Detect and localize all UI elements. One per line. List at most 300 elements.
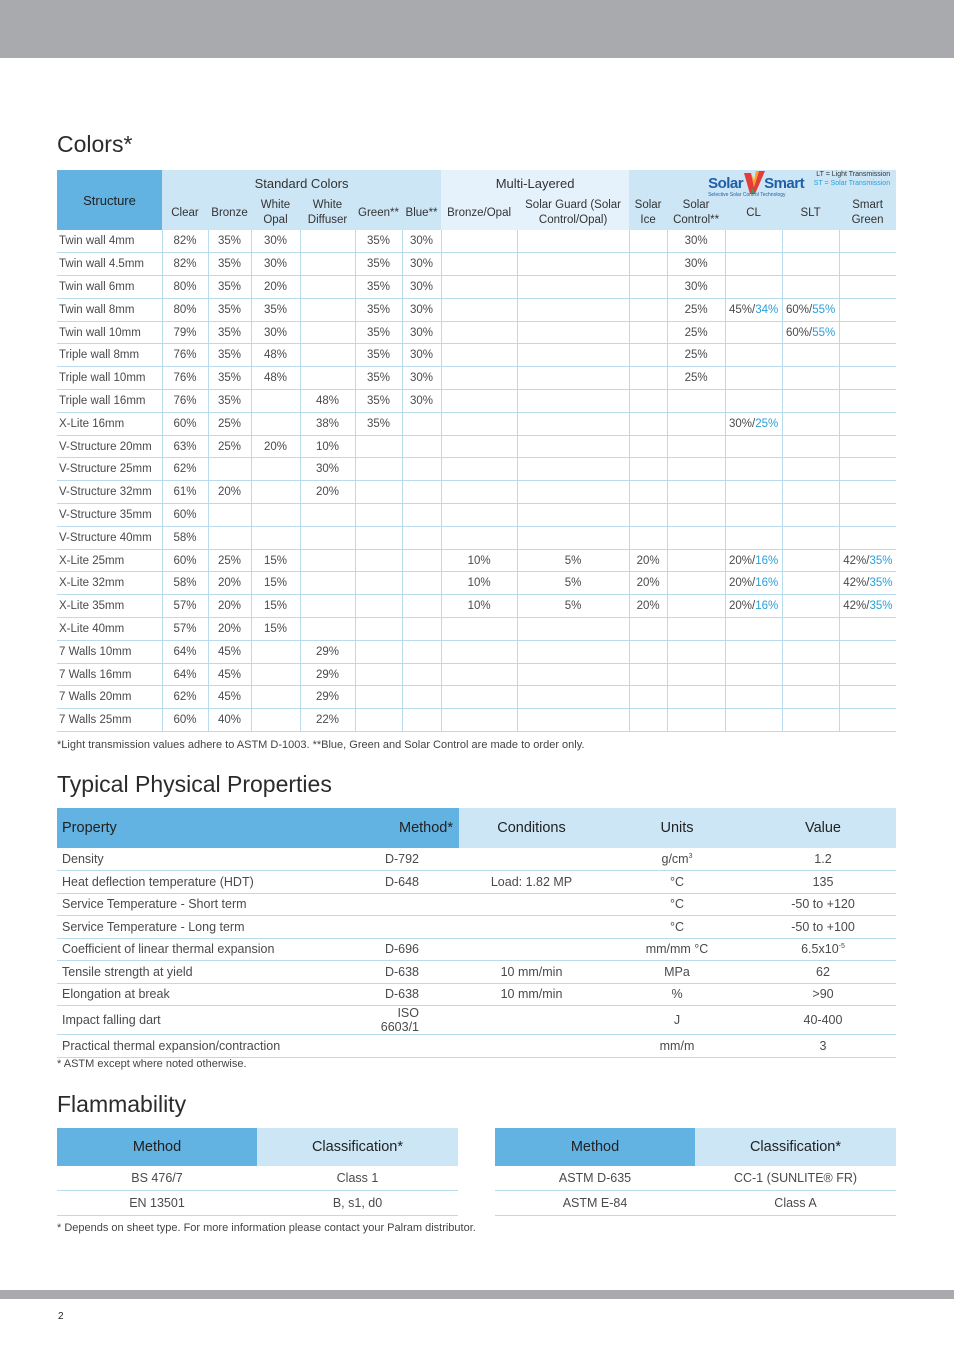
flam-method: ASTM E-84 xyxy=(495,1191,695,1216)
lt-value: 20%/ xyxy=(728,577,756,590)
transmission-cell xyxy=(782,367,839,390)
transmission-cell xyxy=(300,504,355,527)
transmission-cell: 22% xyxy=(300,709,355,732)
structure-name: Twin wall 10mm xyxy=(57,321,162,344)
property-conditions xyxy=(459,1035,604,1058)
transmission-cell xyxy=(517,230,629,253)
structure-name: Twin wall 4mm xyxy=(57,230,162,253)
transmission-cell xyxy=(300,367,355,390)
transmission-cell xyxy=(441,344,517,367)
transmission-cell xyxy=(355,526,402,549)
table-row xyxy=(57,893,896,916)
transmission-cell xyxy=(402,412,441,435)
header-value: Value xyxy=(750,808,896,848)
transmission-cell: 30% xyxy=(251,230,300,253)
property-units: °C xyxy=(604,893,750,916)
transmission-cell xyxy=(402,640,441,663)
transmission-cell xyxy=(251,481,300,504)
transmission-cell xyxy=(517,526,629,549)
transmission-cell xyxy=(300,344,355,367)
transmission-cell xyxy=(782,458,839,481)
transmission-cell xyxy=(402,526,441,549)
transmission-cell: 15% xyxy=(251,549,300,572)
transmission-cell xyxy=(441,640,517,663)
property-name: Impact falling dart xyxy=(57,1006,357,1035)
transmission-cell xyxy=(441,481,517,504)
column-header: Smart Green xyxy=(839,196,896,230)
transmission-cell xyxy=(782,572,839,595)
transmission-cell xyxy=(208,504,251,527)
transmission-cell xyxy=(629,686,667,709)
property-units: mm/mm °C xyxy=(604,938,750,961)
property-value: -50 to +100 xyxy=(750,916,896,939)
transmission-cell xyxy=(782,321,839,344)
transmission-cell xyxy=(667,481,725,504)
transmission-cell: 60% xyxy=(162,549,208,572)
transmission-cell: 38% xyxy=(300,412,355,435)
structure-name: V-Structure 40mm xyxy=(57,526,162,549)
column-header: Solar Guard (Solar Control/Opal) xyxy=(517,196,629,230)
table-row xyxy=(495,1166,896,1191)
flam-classification: Class A xyxy=(695,1191,896,1216)
transmission-cell xyxy=(629,367,667,390)
structure-name: X-Lite 25mm xyxy=(57,549,162,572)
property-name: Coefficient of linear thermal expansion xyxy=(57,938,357,961)
transmission-cell: 30% xyxy=(251,321,300,344)
transmission-cell xyxy=(517,504,629,527)
transmission-cell xyxy=(517,253,629,276)
transmission-cell xyxy=(251,412,300,435)
transmission-cell: 30% xyxy=(402,367,441,390)
header-units: Units xyxy=(604,808,750,848)
structure-name: Triple wall 16mm xyxy=(57,390,162,413)
transmission-cell: 10% xyxy=(441,572,517,595)
transmission-cell xyxy=(251,458,300,481)
table-row xyxy=(57,390,896,413)
transmission-cell xyxy=(629,640,667,663)
flam-right-header-classification: Classification* xyxy=(695,1128,896,1166)
transmission-cell xyxy=(441,230,517,253)
transmission-cell xyxy=(725,526,782,549)
transmission-cell: 5% xyxy=(517,549,629,572)
transmission-cell: 48% xyxy=(300,390,355,413)
transmission-cell xyxy=(441,435,517,458)
property-units: $g/cm^3$ xyxy=(604,848,750,871)
transmission-cell: 25% xyxy=(667,367,725,390)
transmission-cell xyxy=(667,504,725,527)
flam-classification: Class 1 xyxy=(257,1166,458,1191)
structure-name: Twin wall 8mm xyxy=(57,298,162,321)
transmission-cell xyxy=(782,344,839,367)
transmission-cell xyxy=(629,344,667,367)
table-row xyxy=(57,1035,896,1058)
transmission-cell xyxy=(441,504,517,527)
transmission-cell xyxy=(629,458,667,481)
structure-name: 7 Walls 10mm xyxy=(57,640,162,663)
flammability-table-left xyxy=(57,1128,458,1216)
transmission-cell xyxy=(402,481,441,504)
transmission-cell xyxy=(839,572,896,595)
structure-name: Triple wall 10mm xyxy=(57,367,162,390)
table-row xyxy=(57,871,896,894)
structure-name: X-Lite 16mm xyxy=(57,412,162,435)
st-value: 16% xyxy=(755,577,779,590)
transmission-cell xyxy=(667,686,725,709)
transmission-cell: 80% xyxy=(162,298,208,321)
transmission-cell xyxy=(441,253,517,276)
table-row xyxy=(57,938,896,961)
transmission-cell: 25% xyxy=(667,344,725,367)
structure-name: V-Structure 35mm xyxy=(57,504,162,527)
transmission-cell xyxy=(839,640,896,663)
transmission-cell: 30% xyxy=(251,253,300,276)
transmission-cell xyxy=(725,663,782,686)
transmission-cell: 5% xyxy=(517,595,629,618)
transmission-cell xyxy=(782,549,839,572)
property-name: Service Temperature - Long term xyxy=(57,916,357,939)
st-value: 25% xyxy=(755,417,779,430)
table-row xyxy=(57,253,896,276)
transmission-cell xyxy=(441,526,517,549)
property-units: % xyxy=(604,983,750,1006)
transmission-cell xyxy=(402,572,441,595)
transmission-cell: 35% xyxy=(208,298,251,321)
transmission-cell xyxy=(402,458,441,481)
transmission-cell: 79% xyxy=(162,321,208,344)
transmission-cell xyxy=(782,276,839,299)
transmission-cell xyxy=(355,663,402,686)
transmission-cell: 57% xyxy=(162,618,208,641)
transmission-cell: 20% xyxy=(629,549,667,572)
transmission-cell: 35% xyxy=(355,412,402,435)
transmission-cell xyxy=(839,618,896,641)
transmission-cell xyxy=(629,412,667,435)
transmission-cell xyxy=(839,504,896,527)
transmission-cell: 30% xyxy=(300,458,355,481)
st-value: 35% xyxy=(869,577,893,590)
transmission-cell: 35% xyxy=(208,276,251,299)
flam-classification: CC-1 (SUNLITE® FR) xyxy=(695,1166,896,1191)
transmission-cell xyxy=(629,618,667,641)
flam-left-header-method: Method xyxy=(57,1128,257,1166)
property-method xyxy=(357,1035,459,1058)
property-conditions: Load: 1.82 MP xyxy=(459,871,604,894)
transmission-cell xyxy=(725,686,782,709)
transmission-cell xyxy=(839,481,896,504)
transmission-cell: 30% xyxy=(402,390,441,413)
colors-title: Colors* xyxy=(57,131,133,157)
transmission-cell xyxy=(402,549,441,572)
st-value: 35% xyxy=(869,600,893,613)
structure-name: 7 Walls 16mm xyxy=(57,663,162,686)
transmission-cell xyxy=(355,618,402,641)
transmission-cell xyxy=(839,298,896,321)
column-header: Solar Control** xyxy=(667,196,725,230)
transmission-cell xyxy=(251,504,300,527)
transmission-cell: 25% xyxy=(208,435,251,458)
transmission-cell: 15% xyxy=(251,618,300,641)
transmission-cell xyxy=(402,435,441,458)
transmission-cell xyxy=(725,253,782,276)
flam-right-header-method: Method xyxy=(495,1128,695,1166)
column-header: CL xyxy=(725,196,782,230)
transmission-cell xyxy=(839,390,896,413)
st-value: 35% xyxy=(869,554,893,567)
transmission-cell xyxy=(725,230,782,253)
transmission-cell xyxy=(629,435,667,458)
flam-method: BS 476/7 xyxy=(57,1166,257,1191)
transmission-cell xyxy=(402,686,441,709)
table-row xyxy=(57,230,896,253)
table-row xyxy=(495,1191,896,1216)
property-conditions xyxy=(459,848,604,871)
transmission-cell xyxy=(839,230,896,253)
transmission-cell: 60% xyxy=(162,412,208,435)
transmission-cell: 35% xyxy=(355,276,402,299)
property-method: D-792 xyxy=(357,848,459,871)
table-row xyxy=(57,848,896,871)
transmission-cell xyxy=(839,663,896,686)
transmission-cell: 48% xyxy=(251,367,300,390)
transmission-cell xyxy=(300,595,355,618)
structure-name: Twin wall 4.5mm xyxy=(57,253,162,276)
table-row xyxy=(57,961,896,984)
transmission-cell: 40% xyxy=(208,709,251,732)
property-name: Heat deflection temperature (HDT) xyxy=(57,871,357,894)
transmission-cell xyxy=(782,640,839,663)
transmission-cell xyxy=(667,572,725,595)
table-row xyxy=(57,412,896,435)
transmission-cell: 62% xyxy=(162,686,208,709)
structure-name: X-Lite 40mm xyxy=(57,618,162,641)
transmission-cell xyxy=(839,686,896,709)
column-header: Solar Ice xyxy=(629,196,667,230)
transmission-cell: 82% xyxy=(162,253,208,276)
column-header: White Diffuser xyxy=(300,196,355,230)
property-name: Elongation at break xyxy=(57,983,357,1006)
transmission-cell xyxy=(782,390,839,413)
transmission-cell xyxy=(667,549,725,572)
colors-table xyxy=(57,170,896,732)
transmission-cell xyxy=(839,709,896,732)
column-header: Green** xyxy=(355,196,402,230)
transmission-cell xyxy=(251,390,300,413)
property-value: -50 to +120 xyxy=(750,893,896,916)
transmission-cell: 30% xyxy=(402,321,441,344)
legend-st: ST = Solar Transmission xyxy=(813,180,891,187)
transmission-cell xyxy=(725,481,782,504)
transmission-cell xyxy=(355,686,402,709)
property-name: Tensile strength at yield xyxy=(57,961,357,984)
transmission-cell: 20% xyxy=(208,481,251,504)
transmission-cell: 35% xyxy=(208,344,251,367)
transmission-cell xyxy=(441,686,517,709)
table-row xyxy=(57,618,896,641)
table-row xyxy=(57,686,896,709)
transmission-cell xyxy=(782,686,839,709)
transmission-cell xyxy=(441,276,517,299)
header-structure: Structure xyxy=(57,170,162,230)
transmission-cell xyxy=(667,390,725,413)
table-row xyxy=(57,298,896,321)
transmission-cell xyxy=(839,321,896,344)
transmission-cell: 30% xyxy=(402,230,441,253)
lt-value: 60%/ xyxy=(785,326,813,339)
transmission-cell xyxy=(441,390,517,413)
transmission-cell: 35% xyxy=(355,253,402,276)
transmission-cell: 76% xyxy=(162,344,208,367)
transmission-cell xyxy=(667,709,725,732)
structure-name: 7 Walls 25mm xyxy=(57,709,162,732)
transmission-cell xyxy=(839,595,896,618)
header-conditions: Conditions xyxy=(459,808,604,848)
structure-name: V-Structure 32mm xyxy=(57,481,162,504)
property-value: 40-400 xyxy=(750,1006,896,1035)
transmission-cell xyxy=(300,276,355,299)
column-header: Blue** xyxy=(402,196,441,230)
transmission-cell: 45% xyxy=(208,663,251,686)
transmission-cell: 58% xyxy=(162,572,208,595)
transmission-cell xyxy=(251,663,300,686)
transmission-cell: 20% xyxy=(251,435,300,458)
transmission-cell: 76% xyxy=(162,367,208,390)
table-row xyxy=(57,1166,458,1191)
transmission-cell xyxy=(441,458,517,481)
transmission-cell xyxy=(517,321,629,344)
transmission-cell: 15% xyxy=(251,595,300,618)
transmission-cell xyxy=(725,412,782,435)
table-row xyxy=(57,916,896,939)
lt-value: 42%/ xyxy=(843,554,870,567)
transmission-cell xyxy=(300,618,355,641)
transmission-cell xyxy=(782,435,839,458)
st-value: 16% xyxy=(755,600,779,613)
transmission-cell: 30% xyxy=(667,276,725,299)
transmission-cell: 20% xyxy=(251,276,300,299)
property-units: J xyxy=(604,1006,750,1035)
property-units: MPa xyxy=(604,961,750,984)
transmission-cell xyxy=(402,618,441,641)
transmission-cell xyxy=(441,298,517,321)
transmission-cell: 82% xyxy=(162,230,208,253)
transmission-cell: 10% xyxy=(300,435,355,458)
transmission-cell: 30% xyxy=(667,230,725,253)
property-name: Practical thermal expansion/contraction xyxy=(57,1035,357,1058)
transmission-cell xyxy=(251,640,300,663)
transmission-cell xyxy=(441,663,517,686)
transmission-cell xyxy=(517,663,629,686)
transmission-cell xyxy=(667,663,725,686)
flam-method: EN 13501 xyxy=(57,1191,257,1216)
transmission-cell xyxy=(355,549,402,572)
transmission-cell xyxy=(517,481,629,504)
transmission-cell: 15% xyxy=(251,572,300,595)
transmission-cell: 25% xyxy=(667,298,725,321)
legend-lt: LT = Light Transmission xyxy=(816,171,891,178)
structure-name: X-Lite 32mm xyxy=(57,572,162,595)
page-number: 2 xyxy=(58,1311,64,1322)
bottom-bar xyxy=(0,1290,954,1299)
lt-value: 60%/ xyxy=(785,303,813,316)
property-value: $6.5x10^{-5}$ xyxy=(750,938,896,961)
property-conditions xyxy=(459,1006,604,1035)
transmission-cell xyxy=(839,367,896,390)
transmission-cell xyxy=(251,526,300,549)
property-conditions: 10 mm/min xyxy=(459,961,604,984)
transmission-cell xyxy=(667,435,725,458)
lt-value: 42%/ xyxy=(843,600,870,613)
transmission-cell xyxy=(441,321,517,344)
transmission-cell xyxy=(300,253,355,276)
transmission-cell xyxy=(839,412,896,435)
properties-footnote: * ASTM except where noted otherwise. xyxy=(57,1058,247,1070)
transmission-cell xyxy=(441,709,517,732)
transmission-cell xyxy=(839,253,896,276)
transmission-cell xyxy=(517,709,629,732)
transmission-cell xyxy=(355,458,402,481)
transmission-cell xyxy=(629,253,667,276)
transmission-cell xyxy=(251,709,300,732)
property-units: mm/m xyxy=(604,1035,750,1058)
header-property: Property xyxy=(57,808,357,848)
transmission-cell xyxy=(355,709,402,732)
transmission-cell: 35% xyxy=(208,253,251,276)
transmission-cell xyxy=(725,390,782,413)
transmission-cell: 35% xyxy=(251,298,300,321)
transmission-cell xyxy=(725,504,782,527)
transmission-cell: 35% xyxy=(355,321,402,344)
table-row xyxy=(57,549,896,572)
structure-name: V-Structure 20mm xyxy=(57,435,162,458)
transmission-cell: 25% xyxy=(667,321,725,344)
transmission-cell xyxy=(725,344,782,367)
transmission-cell xyxy=(667,526,725,549)
colors-footnote: *Light transmission values adhere to ASTM D-1003. **Blue, Green and Solar Control are made to order only. xyxy=(57,739,585,751)
structure-name: 7 Walls 20mm xyxy=(57,686,162,709)
transmission-cell xyxy=(402,663,441,686)
transmission-cell: 30% xyxy=(402,344,441,367)
transmission-cell: 35% xyxy=(355,367,402,390)
transmission-cell: 29% xyxy=(300,663,355,686)
transmission-cell xyxy=(300,549,355,572)
transmission-cell xyxy=(441,367,517,390)
transmission-cell xyxy=(402,595,441,618)
structure-name: X-Lite 35mm xyxy=(57,595,162,618)
property-conditions xyxy=(459,893,604,916)
header-multi-layered: Multi-Layered xyxy=(441,170,629,196)
transmission-cell xyxy=(517,618,629,641)
transmission-cell xyxy=(402,709,441,732)
transmission-cell xyxy=(517,458,629,481)
transmission-cell: 80% xyxy=(162,276,208,299)
transmission-cell xyxy=(782,709,839,732)
transmission-cell xyxy=(300,298,355,321)
transmission-cell xyxy=(355,481,402,504)
transmission-cell xyxy=(402,504,441,527)
flammability-footnote: * Depends on sheet type. For more information please contact your Palram distributor. xyxy=(57,1222,476,1234)
transmission-cell xyxy=(782,663,839,686)
transmission-cell xyxy=(441,412,517,435)
transmission-cell: 35% xyxy=(355,390,402,413)
property-method xyxy=(357,893,459,916)
transmission-cell: 29% xyxy=(300,640,355,663)
transmission-cell xyxy=(725,618,782,641)
transmission-cell xyxy=(725,435,782,458)
transmission-cell: 76% xyxy=(162,390,208,413)
transmission-cell xyxy=(629,298,667,321)
transmission-cell xyxy=(517,412,629,435)
transmission-cell: 60% xyxy=(162,709,208,732)
